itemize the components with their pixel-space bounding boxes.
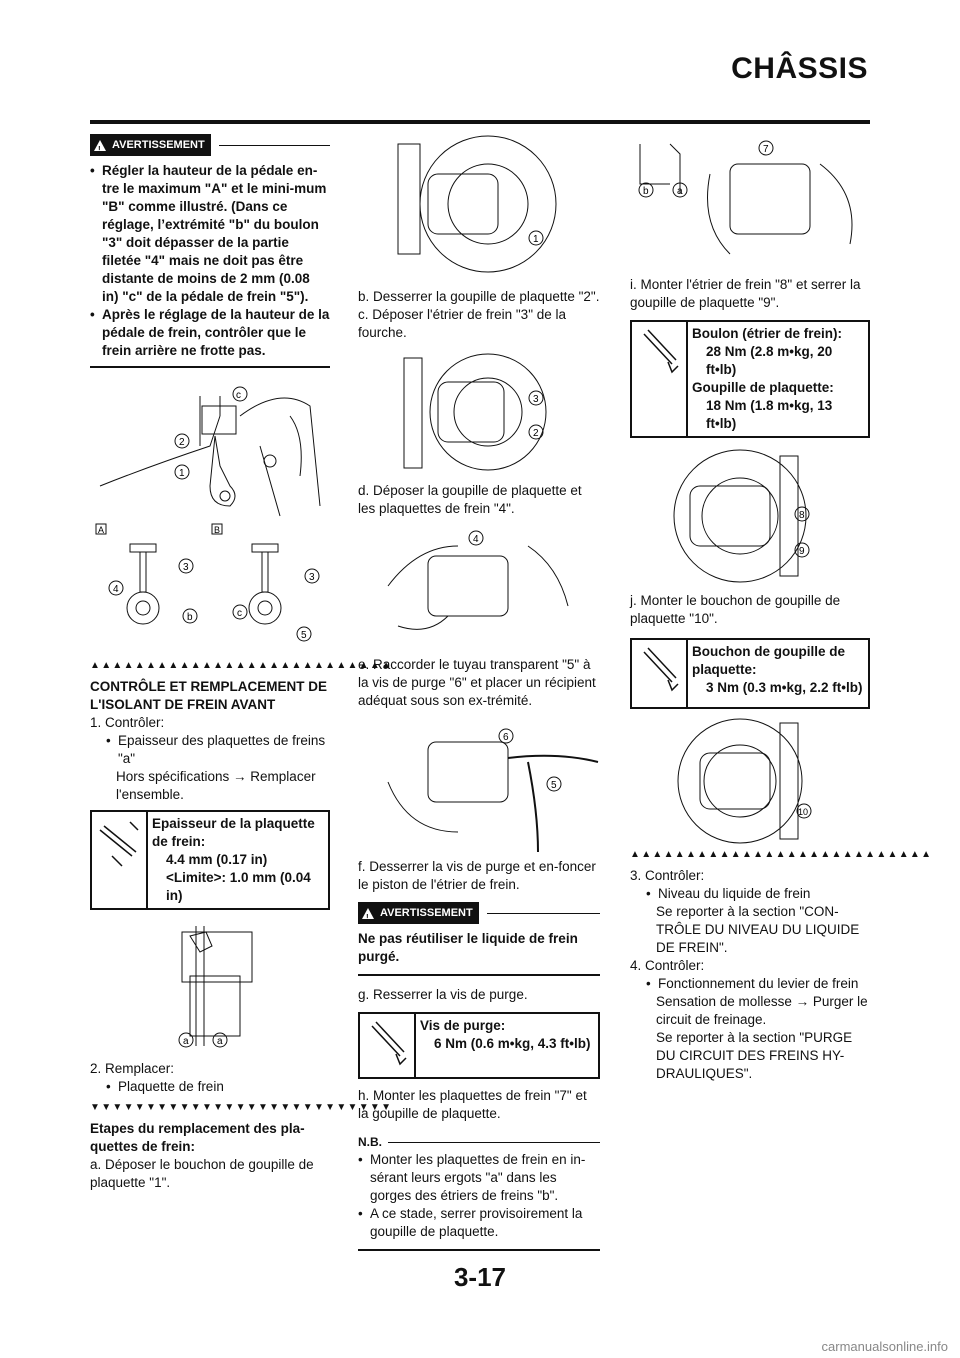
spec-box-pin-plug: Bouchon de goupille de plaquette: 3 Nm (0.3 m•kg, 2.2 ft•lb) bbox=[630, 638, 870, 709]
section-heading: CONTRÔLE ET REMPLACEMENT DE L'ISOLANT DE FREIN AVANT bbox=[90, 679, 328, 712]
callout-c: c bbox=[236, 390, 241, 401]
callout-3: 3 bbox=[533, 394, 539, 405]
warning-bullet: • Régler la hauteur de la pédale en-tre le maximum "A" et le mini-mum "B" comme illustré. (Dans ce réglage, l’extrémité "b" du boulon "3" doit dépasser de la partie filetée "4" mais ne doit pas être distante de moins de 2 mm (0.08 in) "c" de la pédale de frein "5"). bbox=[90, 163, 327, 304]
figure-pin-plug bbox=[630, 717, 870, 843]
callout-a: a bbox=[217, 1036, 223, 1047]
column-3: b a 7 i. Monter l'étrier de frein "8" et serrer la goupille de plaquette "9". Boulon (étrier de frein): 28 Nm (2.8 m•kg, 20 ft•lb) Goupille de plaquette: 18 Nm (1.8 m•kg, 13 ft•lb) 8 9 j. Monter le bouchon de goupille de plaquette "10". Bouchon de goupille de plaquette: 3 Nm (0.3 m•kg, 2.2 ft•lb) 10 ▲▲▲▲▲▲▲▲▲▲▲▲▲▲▲▲▲▲▲▲▲▲▲▲▲▲▲ 3. Contrôler: • Niveau du liquide de frein Se reporter à la section "CON-TRÔLE DU NIVEAU DU LIQUIDE DE FREIN". 4. Contrôler: • Fonctionnement du levier de frein Sensation de mollesse → Purger le circuit de freinage. Se reporter à la section "PURGE DU CIRCUIT DES FREINS HY-DRAULIQUES". bbox=[630, 134, 870, 1083]
warning-bullet: • Après le réglage de la hauteur de la pédale de frein, contrôler que le frein arrière ne frotte pas. bbox=[90, 307, 330, 358]
callout-2: 2 bbox=[533, 428, 539, 439]
figure-pedal-height bbox=[90, 376, 330, 656]
figure-caliper-install bbox=[630, 446, 870, 586]
warning-badge: ! AVERTISSEMENT bbox=[90, 134, 211, 156]
column-2: 1 b. Desserrer la goupille de plaquette "2". c. Déposer l'étrier de frein "3" de la fourche. 3 2 d. Déposer la goupille de plaquette et les plaquettes de frein "4". 4 e. Raccorder le tuyau transparent "5" à la vis de purge "6" et placer un récipient adéquat sous son ex-trémité. 6 5 f. Desserrer la vis de purge et en-foncer le piston de l'étrier de frein. ! AVERTISSEMENT Ne pas réutiliser le liquide de frein purgé. g. Resserrer la vis de purge. Vis de purge: 6 Nm (0.6 m•kg, 4.3 ft•lb) h. Monter les plaquettes de frein "7" et la goupille de plaquette. N.B. • Monter les plaquettes de frein en in-sérant leurs ergots "a" dans les gorges des étriers de freins "b". • A ce stade, serrer provisoirement la goupille de plaquette. bbox=[358, 134, 600, 1251]
section-marker-triangles-down: ▼▼▼▼▼▼▼▼▼▼▼▼▼▼▼▼▼▼▼▼▼▼▼▼▼▼▼ bbox=[90, 1102, 393, 1113]
callout-3: 3 bbox=[309, 572, 315, 583]
callout-7: 7 bbox=[763, 144, 769, 155]
figure-pad-thickness bbox=[90, 916, 330, 1056]
spec-box-caliper-bolt: Boulon (étrier de frein): 28 Nm (2.8 m•kg, 20 ft•lb) Goupille de plaquette: 18 Nm (1.8 m•kg, 13 ft•lb) bbox=[630, 320, 870, 438]
section-marker-triangles: ▲▲▲▲▲▲▲▲▲▲▲▲▲▲▲▲▲▲▲▲▲▲▲▲▲▲▲ bbox=[90, 660, 393, 671]
callout-4: 4 bbox=[473, 534, 479, 545]
callout-b: b bbox=[187, 612, 193, 623]
figure-pads-removal bbox=[358, 526, 600, 652]
torque-wrench-icon bbox=[632, 322, 688, 436]
warning-icon: ! bbox=[94, 140, 106, 151]
page-number: 3-17 bbox=[453, 1262, 507, 1292]
figure-bleed-hose bbox=[358, 722, 600, 852]
callout-A: A bbox=[98, 525, 105, 535]
warning-header bbox=[90, 134, 330, 156]
wrench-icon bbox=[92, 812, 148, 908]
section-marker-triangles: ▲▲▲▲▲▲▲▲▲▲▲▲▲▲▲▲▲▲▲▲▲▲▲▲▲▲▲ bbox=[630, 849, 933, 860]
callout-10: 10 bbox=[798, 807, 809, 817]
callout-1: 1 bbox=[533, 234, 539, 245]
page-title: CHÂSSIS bbox=[731, 52, 868, 85]
figure-pad-install bbox=[630, 134, 870, 274]
callout-5: 5 bbox=[301, 630, 307, 641]
torque-wrench-icon bbox=[632, 640, 688, 707]
callout-5: 5 bbox=[551, 780, 557, 791]
callout-c: c bbox=[237, 608, 242, 619]
callout-2: 2 bbox=[179, 437, 185, 448]
callout-6: 6 bbox=[503, 732, 509, 743]
callout-4: 4 bbox=[113, 584, 119, 595]
callout-8: 8 bbox=[799, 510, 805, 521]
warning-header-2: ! AVERTISSEMENT bbox=[358, 902, 600, 924]
callout-a: a bbox=[183, 1036, 189, 1047]
column-1: ! AVERTISSEMENT • Régler la hauteur de la pédale en-tre le maximum "A" et le mini-mum "B" comme illustré. (Dans ce réglage, l’extrémité "b" du boulon "3" doit dépasser de la partie filetée "4" mais ne doit pas être distante de moins de 2 mm (0.08 in) "c" de la pédale de frein "5"). • Après le réglage de la hauteur de la pédale de frein, contrôler que le frein arrière ne frotte pas. c 2 1 A B 3 4 b 3 c 5 ▲▲▲▲▲▲▲▲▲▲▲▲▲▲▲▲▲▲▲▲▲▲▲▲▲▲▲ CONTRÔLE ET REMPLACEMENT DE L'ISOLANT DE FREIN AVANT 1. Contrôler: • Epaisseur des plaquettes de freins "a" Hors spécifications → Remplacer l'ensemble. Epaisseur de la plaquette de frein: 4.4 mm (0.17 in) <Limite>: 1.0 mm (0.04 in) a a 2. Remplacer: • Plaquette de frein ▼▼▼▼▼▼▼▼▼▼▼▼▼▼▼▼▼▼▼▼▼▼▼▼▼▼▼ Etapes du remplacement des pla-quettes de frein: a. Déposer le bouchon de goupille de plaquette "1". bbox=[90, 134, 330, 1192]
callout-9: 9 bbox=[799, 546, 805, 557]
watermark: carmanualsonline.info bbox=[821, 1339, 948, 1354]
figure-caliper-1 bbox=[358, 134, 600, 284]
callout-3: 3 bbox=[183, 562, 189, 573]
spec-box-bleed-screw: Vis de purge: 6 Nm (0.6 m•kg, 4.3 ft•lb) bbox=[358, 1012, 600, 1079]
callout-a: a bbox=[677, 186, 683, 197]
callout-1: 1 bbox=[179, 468, 185, 479]
warning-icon: ! bbox=[362, 908, 374, 919]
callout-b: b bbox=[643, 186, 649, 197]
callout-B: B bbox=[214, 525, 221, 535]
spec-box-pad-thickness: Epaisseur de la plaquette de frein: 4.4 mm (0.17 in) <Limite>: 1.0 mm (0.04 in) bbox=[90, 810, 330, 910]
torque-wrench-icon bbox=[360, 1014, 416, 1077]
nb-header: N.B. bbox=[358, 1133, 600, 1151]
figure-caliper-2 bbox=[358, 352, 600, 476]
header-rule bbox=[90, 120, 870, 124]
